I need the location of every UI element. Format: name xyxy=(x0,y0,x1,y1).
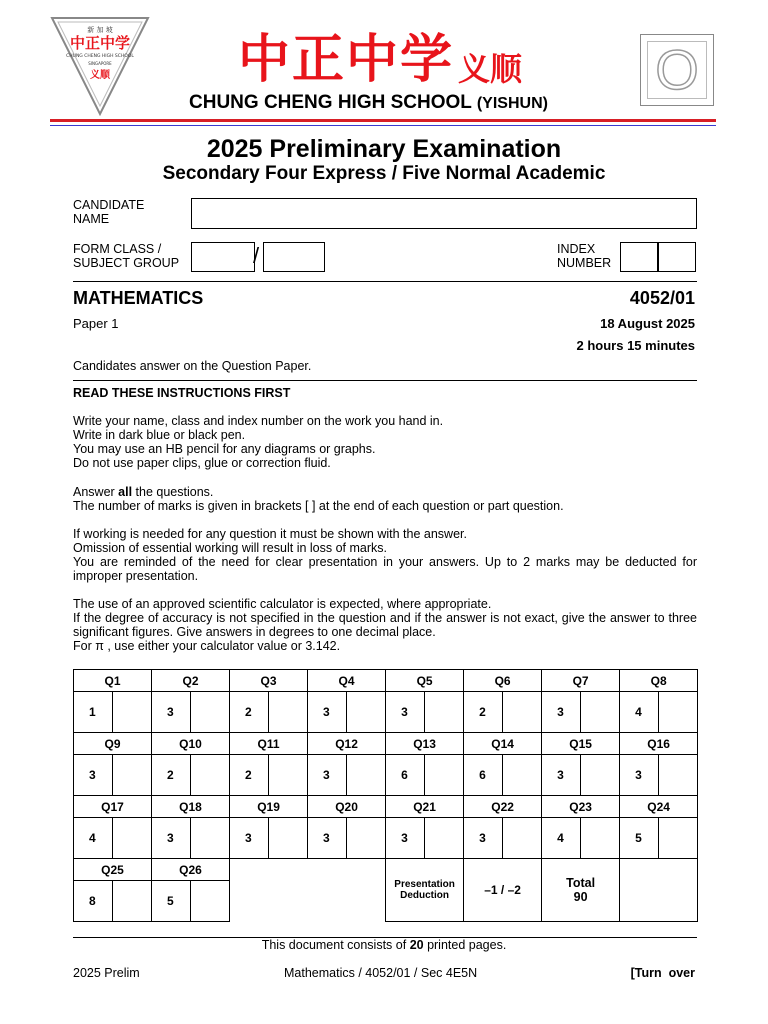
instruction-line: significant figures. Give answers in degrees to one decimal place. xyxy=(73,625,436,639)
subject-group-field[interactable] xyxy=(263,242,325,272)
instructions-block-3 xyxy=(73,527,697,583)
score-cell[interactable] xyxy=(503,818,542,859)
page-count-prefix: This document consists of xyxy=(261,938,410,952)
max-marks: 2 xyxy=(230,755,269,796)
index-number-label-line1: INDEX xyxy=(557,242,596,256)
score-cell[interactable] xyxy=(347,818,386,859)
paper-number: Paper 1 xyxy=(73,316,119,331)
score-cell[interactable] xyxy=(269,692,308,733)
table-row xyxy=(74,670,698,692)
question-header: Q18 xyxy=(152,796,230,818)
question-header: Q6 xyxy=(464,670,542,692)
school-name-english: CHUNG CHENG HIGH SCHOOL xyxy=(189,92,472,113)
header-rule-blue xyxy=(50,125,716,126)
score-cell[interactable] xyxy=(503,692,542,733)
question-header: Q10 xyxy=(152,733,230,755)
score-cell[interactable] xyxy=(191,755,230,796)
max-marks: 4 xyxy=(620,692,659,733)
instruction-line: The use of an approved scientific calculator is expected, where appropriate. xyxy=(73,597,492,611)
instruction-line: Write your name, class and index number on the work you hand in. xyxy=(73,414,444,428)
score-cell[interactable] xyxy=(191,818,230,859)
max-marks: 6 xyxy=(464,755,503,796)
score-cell[interactable] xyxy=(269,755,308,796)
marks-table xyxy=(73,669,698,922)
question-header: Q3 xyxy=(230,670,308,692)
subject-title: MATHEMATICS xyxy=(73,288,204,308)
instructions-block-4 xyxy=(73,597,697,653)
footer-center: Mathematics / 4052/01 / Sec 4E5N xyxy=(284,966,478,980)
max-marks: 3 xyxy=(542,692,581,733)
max-marks: 6 xyxy=(386,755,425,796)
index-number-digit-1[interactable] xyxy=(620,242,659,272)
footer-turn-over: [Turn over xyxy=(630,966,695,980)
exam-date: 18 August 2025 xyxy=(600,316,695,331)
divider xyxy=(73,281,697,282)
instructions-block-1 xyxy=(73,414,697,470)
question-header: Q17 xyxy=(74,796,152,818)
question-header: Q13 xyxy=(386,733,464,755)
page-count: 20 xyxy=(409,938,424,952)
max-marks: 3 xyxy=(308,818,347,859)
instruction-line: If the degree of accuracy is not specified in the question and if the answer is not exact, give the answer to three xyxy=(73,611,697,625)
score-cell[interactable] xyxy=(581,818,620,859)
question-header: Q4 xyxy=(308,670,386,692)
school-name xyxy=(189,92,548,114)
table-row xyxy=(74,733,698,755)
candidate-name-label-line2: NAME xyxy=(73,212,110,226)
exam-title: 2025 Preliminary Examination xyxy=(206,135,562,163)
candidate-name-field[interactable] xyxy=(191,198,697,229)
score-cell[interactable] xyxy=(113,692,152,733)
score-cell[interactable] xyxy=(113,755,152,796)
total-value: 90 xyxy=(573,890,588,904)
max-marks: 8 xyxy=(74,881,113,922)
presentation-label-line1: Presentation xyxy=(394,879,455,890)
form-class-label-line2: SUBJECT GROUP xyxy=(73,256,180,270)
question-header: Q23 xyxy=(542,796,620,818)
footer-left: 2025 Prelim xyxy=(73,966,140,980)
question-header: Q25 xyxy=(74,859,152,881)
page-count-suffix: printed pages. xyxy=(423,938,507,952)
score-cell[interactable] xyxy=(347,692,386,733)
index-number-label-line2: NUMBER xyxy=(557,256,612,270)
table-row xyxy=(74,796,698,818)
question-header: Q21 xyxy=(386,796,464,818)
question-header: Q1 xyxy=(74,670,152,692)
instruction-line xyxy=(73,485,697,499)
question-header: Q16 xyxy=(620,733,698,755)
school-branch-chinese: 义顺 xyxy=(458,50,523,88)
max-marks: 3 xyxy=(308,692,347,733)
question-header: Q26 xyxy=(152,859,230,881)
form-class-label-line1: FORM CLASS / xyxy=(73,242,162,256)
max-marks: 3 xyxy=(230,818,269,859)
table-row xyxy=(74,818,698,859)
question-header: Q19 xyxy=(230,796,308,818)
total-score-cell[interactable] xyxy=(620,859,698,922)
school-branch: (YISHUN) xyxy=(476,95,548,112)
score-cell[interactable] xyxy=(659,755,698,796)
instruction-line: You are reminded of the need for clear presentation in your answers. Up to 2 marks may be deducted for xyxy=(73,555,697,569)
score-cell[interactable] xyxy=(113,818,152,859)
blank-area xyxy=(230,859,386,922)
instruction-line: You may use an HB pencil for any diagrams or graphs. xyxy=(73,442,376,456)
presentation-label-line2: Deduction xyxy=(400,890,450,901)
question-header: Q2 xyxy=(152,670,230,692)
instructions-block-2 xyxy=(73,485,697,513)
logo-text-main: 中正中学 xyxy=(69,34,131,52)
score-cell[interactable] xyxy=(503,755,542,796)
logo-text-country: SINGAPORE xyxy=(88,61,112,66)
school-name-chinese: 中正中学 xyxy=(238,29,455,90)
score-cell[interactable] xyxy=(113,881,152,922)
max-marks: 4 xyxy=(542,818,581,859)
question-header: Q20 xyxy=(308,796,386,818)
presentation-deduction-label xyxy=(386,859,464,922)
index-number-digit-2[interactable] xyxy=(657,242,696,272)
presentation-deduction-value: –1 / –2 xyxy=(464,859,542,922)
max-marks: 5 xyxy=(620,818,659,859)
score-cell[interactable] xyxy=(347,755,386,796)
exam-subtitle: Secondary Four Express / Five Normal Academic xyxy=(162,163,606,184)
question-header: Q7 xyxy=(542,670,620,692)
score-cell[interactable] xyxy=(191,881,230,922)
max-marks: 3 xyxy=(386,818,425,859)
score-cell[interactable] xyxy=(425,755,464,796)
max-marks: 1 xyxy=(74,692,113,733)
form-class-label xyxy=(73,242,179,270)
instruction-line: improper presentation. xyxy=(73,569,199,583)
table-row xyxy=(74,755,698,796)
instructions-heading: READ THESE INSTRUCTIONS FIRST xyxy=(73,386,291,400)
answer-suffix: the questions. xyxy=(132,485,214,499)
max-marks: 4 xyxy=(74,818,113,859)
divider xyxy=(73,380,697,381)
score-cell[interactable] xyxy=(581,755,620,796)
candidate-name-label-line1: CANDIDATE xyxy=(73,198,145,212)
answer-note: Candidates answer on the Question Paper. xyxy=(73,359,312,373)
total-label: Total xyxy=(566,876,596,890)
score-cell[interactable] xyxy=(659,692,698,733)
score-cell[interactable] xyxy=(269,818,308,859)
logo-text-top: 新 加 坡 xyxy=(87,26,113,34)
question-header: Q12 xyxy=(308,733,386,755)
answer-all: all xyxy=(118,485,133,499)
school-logo xyxy=(50,16,150,116)
question-header: Q15 xyxy=(542,733,620,755)
o-level-letter: O xyxy=(647,41,707,99)
max-marks: 2 xyxy=(152,755,191,796)
page-count-note xyxy=(0,938,768,952)
instruction-line: Write in dark blue or black pen. xyxy=(73,428,246,442)
question-header: Q22 xyxy=(464,796,542,818)
score-cell[interactable] xyxy=(425,692,464,733)
index-number-label xyxy=(557,242,611,270)
instruction-line: Omission of essential working will result in loss of marks. xyxy=(73,541,387,555)
max-marks: 3 xyxy=(74,755,113,796)
instruction-line: Do not use paper clips, glue or correction fluid. xyxy=(73,456,331,470)
question-header: Q14 xyxy=(464,733,542,755)
max-marks: 3 xyxy=(542,755,581,796)
score-cell[interactable] xyxy=(425,818,464,859)
total-marks xyxy=(542,859,620,922)
question-header: Q9 xyxy=(74,733,152,755)
instruction-line: If working is needed for any question it must be shown with the answer. xyxy=(73,527,467,541)
table-row xyxy=(74,859,698,881)
max-marks: 3 xyxy=(152,818,191,859)
instruction-line: The number of marks is given in brackets [ ] at the end of each question or part question. xyxy=(73,499,564,513)
question-header: Q11 xyxy=(230,733,308,755)
form-class-field[interactable] xyxy=(191,242,255,272)
exam-duration: 2 hours 15 minutes xyxy=(576,338,695,353)
score-cell[interactable] xyxy=(659,818,698,859)
form-class-separator: / xyxy=(253,243,260,268)
answer-prefix: Answer xyxy=(73,485,119,499)
logo-text-branch: 义顺 xyxy=(90,70,110,81)
max-marks: 3 xyxy=(152,692,191,733)
max-marks: 5 xyxy=(152,881,191,922)
instruction-line: For π , use either your calculator value or 3.142. xyxy=(73,639,341,653)
max-marks: 2 xyxy=(464,692,503,733)
question-header: Q24 xyxy=(620,796,698,818)
candidate-name-label xyxy=(73,198,144,226)
max-marks: 3 xyxy=(386,692,425,733)
o-level-mark xyxy=(640,34,714,106)
logo-text-en: CHUNG CHENG HIGH SCHOOL xyxy=(66,54,134,59)
table-row xyxy=(74,692,698,733)
score-cell[interactable] xyxy=(191,692,230,733)
max-marks: 2 xyxy=(230,692,269,733)
max-marks: 3 xyxy=(620,755,659,796)
question-header: Q8 xyxy=(620,670,698,692)
paper-code: 4052/01 xyxy=(629,288,695,308)
score-cell[interactable] xyxy=(581,692,620,733)
header-rule-red xyxy=(50,119,716,122)
question-header: Q5 xyxy=(386,670,464,692)
max-marks: 3 xyxy=(308,755,347,796)
max-marks: 3 xyxy=(464,818,503,859)
